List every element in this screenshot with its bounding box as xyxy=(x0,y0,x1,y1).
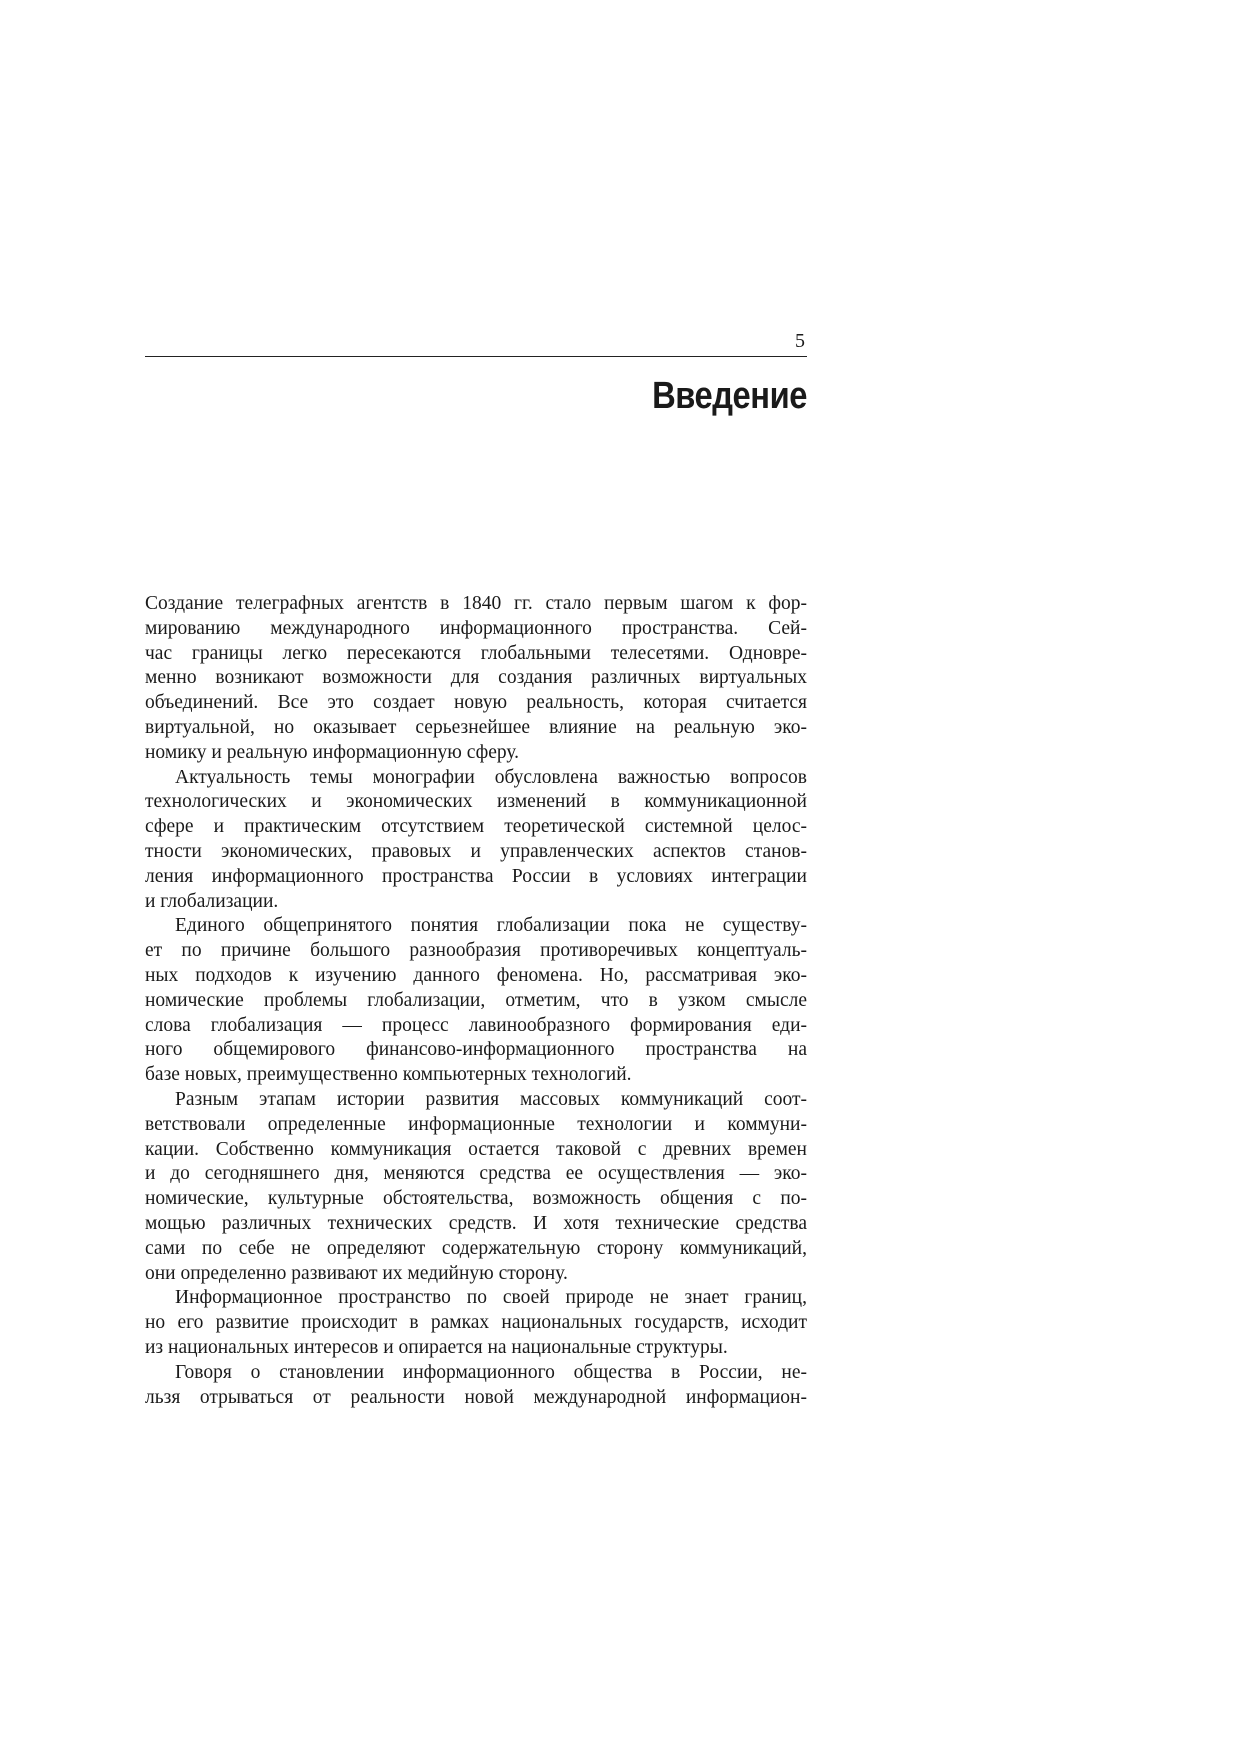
text-line: ления информационного пространства России в условиях интеграции xyxy=(145,865,807,887)
paragraph-1 xyxy=(145,592,807,766)
text-line: технологических и экономических изменений в коммуникационной xyxy=(145,791,807,813)
text-line: час границы легко пересекаются глобальными телесетями. Одновре- xyxy=(145,642,807,664)
paragraph-4 xyxy=(145,1088,807,1286)
text-line: менно возникают возможности для создания различных виртуальных xyxy=(145,667,807,689)
paragraph-5 xyxy=(145,1286,807,1360)
text-line: и глобализации. xyxy=(145,890,279,912)
text-line: но его развитие происходит в рамках национальных государств, исходит xyxy=(145,1312,807,1334)
text-line: Единого общепринятого понятия глобализации пока не существу- xyxy=(175,915,807,937)
text-line: номические проблемы глобализации, отметим, что в узком смысле xyxy=(145,989,807,1011)
text-line: номику и реальную информационную сферу. xyxy=(145,741,520,763)
text-line: Говоря о становлении информационного общества в России, не- xyxy=(175,1361,807,1383)
text-line: сами по себе не определяют содержательную сторону коммуникаций, xyxy=(145,1237,807,1259)
text-line: слова глобализация — процесс лавинообразного формирования еди- xyxy=(145,1014,807,1036)
text-line: ных подходов к изучению данного феномена. Но, рассматривая эко- xyxy=(145,964,807,986)
text-line: тности экономических, правовых и управленческих аспектов станов- xyxy=(145,840,807,862)
text-line: Актуальность темы монографии обусловлена важностью вопросов xyxy=(175,766,807,788)
chapter-title: Введение xyxy=(652,375,807,417)
text-line: кации. Собственно коммуникация остается таковой с древних времен xyxy=(145,1138,807,1160)
page-number: 5 xyxy=(795,330,805,352)
text-line: ет по причине большого разнообразия противоречивых концептуаль- xyxy=(145,940,807,962)
text-line: Создание телеграфных агентств в 1840 гг. стало первым шагом к фор- xyxy=(145,593,807,614)
text-line: объединений. Все это создает новую реальность, которая считается xyxy=(145,692,807,714)
paragraph-2 xyxy=(145,766,807,915)
text-line: виртуальной, но оказывает серьезнейшее влияние на реальную эко- xyxy=(145,716,807,738)
text-line: из национальных интересов и опирается на национальные структуры. xyxy=(145,1336,728,1358)
text-line: и до сегодняшнего дня, меняются средства ее осуществления — эко- xyxy=(145,1163,807,1185)
text-line: они определенно развивают их медийную сторону. xyxy=(145,1262,568,1284)
text-line: мощью различных технических средств. И хотя технические средства xyxy=(145,1212,807,1234)
text-line: мированию международного информационного пространства. Сей- xyxy=(145,617,807,639)
text-line: сфере и практическим отсутствием теоретической системной целос- xyxy=(145,816,807,838)
text-line: Информационное пространство по своей природе не знает границ, xyxy=(175,1287,807,1309)
text-line: ного общемирового финансово-информационного пространства на xyxy=(145,1039,807,1061)
text-line: Разным этапам истории развития массовых коммуникаций соот- xyxy=(175,1088,807,1110)
text-line: базе новых, преимущественно компьютерных технологий. xyxy=(145,1064,632,1086)
paragraph-3 xyxy=(145,914,807,1088)
text-line: номические, культурные обстоятельства, возможность общения с по- xyxy=(145,1188,807,1210)
header-rule xyxy=(145,356,807,357)
text-line: ветствовали определенные информационные технологии и коммуни- xyxy=(145,1113,807,1135)
text-line: льзя отрываться от реальности новой международной информацион- xyxy=(145,1386,807,1408)
body-text xyxy=(145,592,807,1410)
paragraph-6 xyxy=(145,1361,807,1411)
